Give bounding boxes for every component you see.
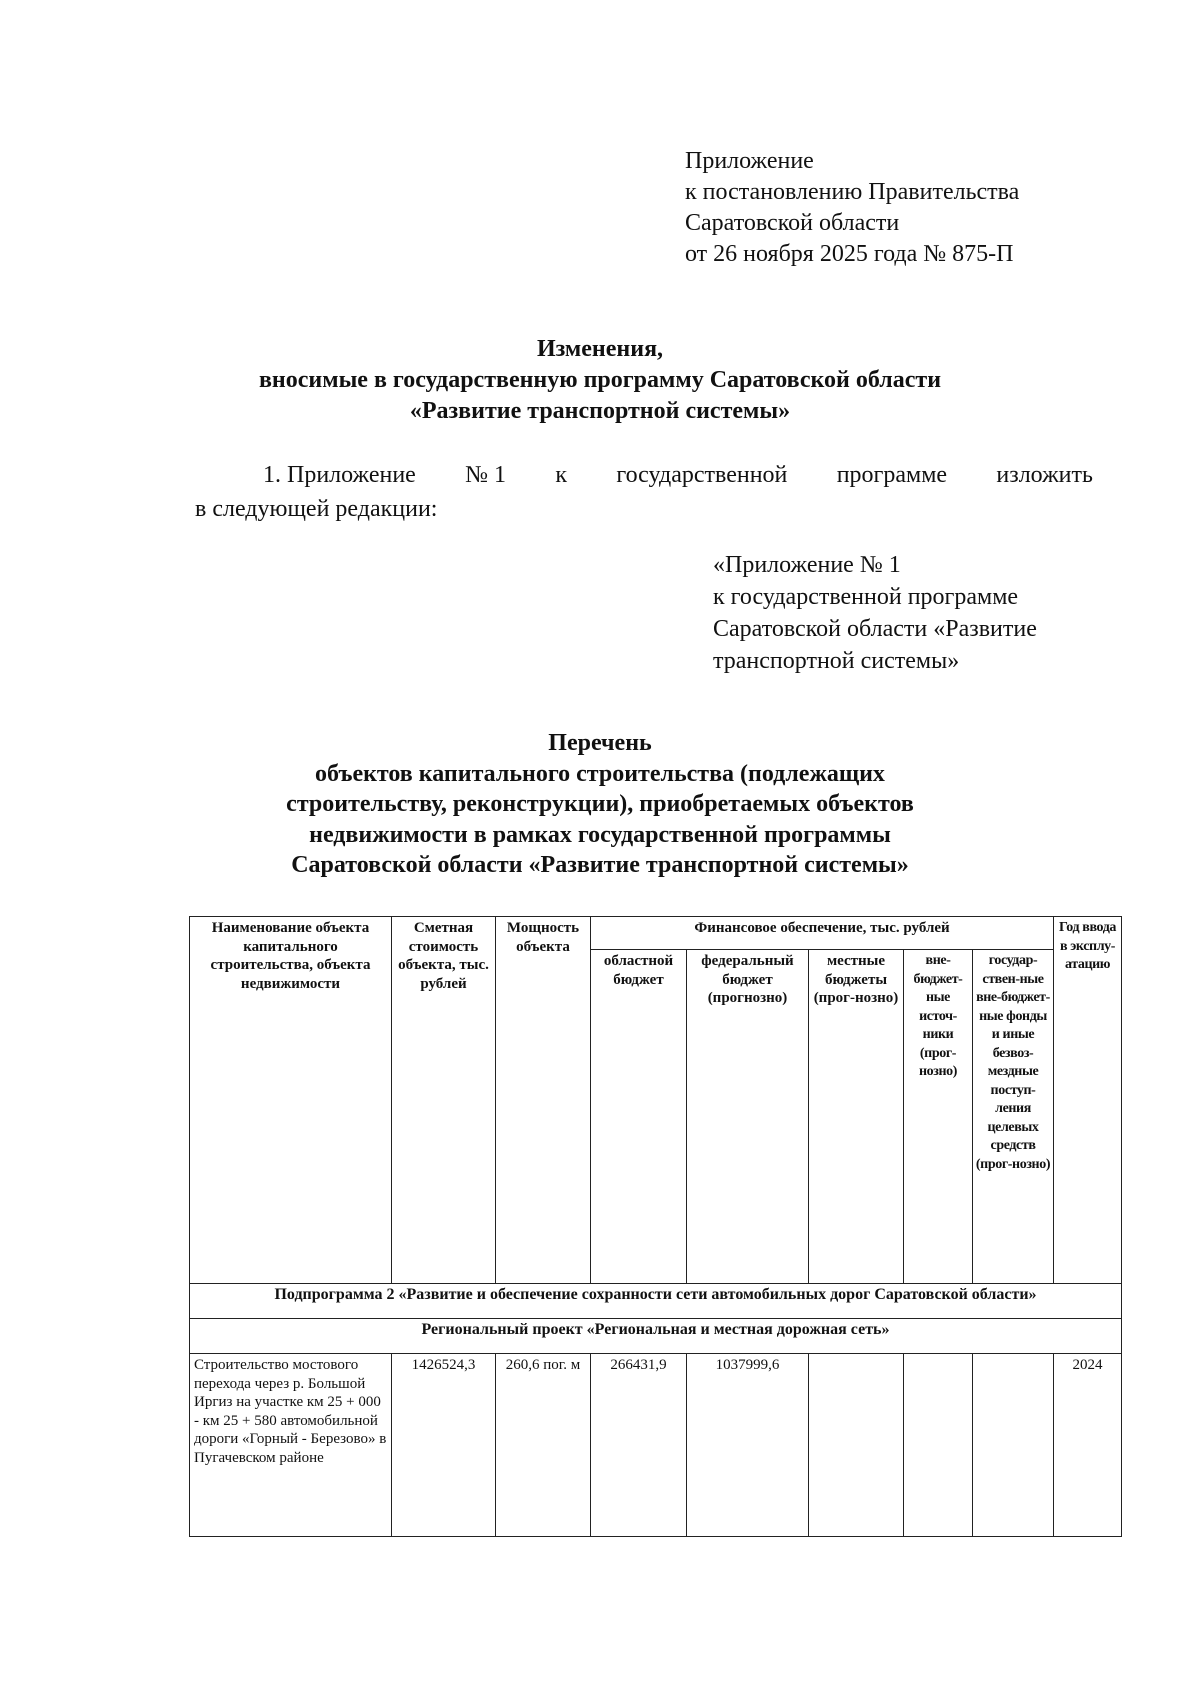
annex-1-line: к государственной программе <box>713 584 1019 610</box>
header-financing: Финансовое обеспечение, тыс. рублей <box>591 917 1054 950</box>
cell-year: 2024 <box>1054 1354 1122 1537</box>
list-title-line: Перечень <box>548 730 652 756</box>
title-line: «Развитие транспортной системы» <box>409 398 791 424</box>
annex-line: к постановлению Правительства <box>685 179 1020 205</box>
title-line: Изменения, <box>536 336 664 362</box>
title-line: вносимые в государственную программу Саратовской области <box>258 367 942 393</box>
paragraph-word: государственной <box>616 462 788 488</box>
list-title-line: недвижимости в рамках государственной программы <box>309 821 891 848</box>
header-capacity: Мощность объекта <box>496 917 591 1284</box>
annex-1-line: Саратовской области «Развитие <box>713 616 1037 642</box>
header-cost: Сметная стоимость объекта, тыс. рублей <box>392 917 496 1284</box>
cell-federal: 1037999,6 <box>687 1354 809 1537</box>
header-offbudget: вне-бюджет-ные источ-ники (прог-нозно) <box>904 950 973 1284</box>
list-title-line: Саратовской области «Развитие транспортной системы» <box>291 852 909 878</box>
list-title-line: строительству, реконструкции), приобретаемых объектов <box>286 791 914 817</box>
header-federal: федеральный бюджет (прогнозно) <box>687 950 809 1284</box>
paragraph-1 <box>195 458 1093 526</box>
annex-1-header <box>713 549 1037 677</box>
annex-line: Приложение <box>685 148 814 174</box>
list-title-line: объектов капитального строительства (подлежащих <box>315 760 885 787</box>
project-row: Региональный проект «Региональная и местная дорожная сеть» <box>190 1319 1122 1354</box>
paragraph-word: 1. Приложение <box>263 462 416 488</box>
list-title <box>100 728 1100 881</box>
cell-regional: 266431,9 <box>591 1354 687 1537</box>
header-local: местные бюджеты (прог-нозно) <box>809 950 904 1284</box>
cell-cost: 1426524,3 <box>392 1354 496 1537</box>
cell-offbudget <box>904 1354 973 1537</box>
annex-1-line: «Приложение № 1 <box>713 552 901 578</box>
cell-state-funds <box>973 1354 1054 1537</box>
subprogram-row: Подпрограмма 2 «Развитие и обеспечение сохранности сети автомобильных дорог Саратовской области» <box>190 1284 1122 1319</box>
paragraph-word: программе <box>836 462 948 488</box>
paragraph-word: изложить <box>996 462 1093 488</box>
cell-capacity: 260,6 пог. м <box>496 1354 591 1537</box>
paragraph-word: № 1 <box>465 462 507 488</box>
header-year: Год ввода в эксплу-атацию <box>1054 917 1122 1284</box>
paragraph-line-1 <box>195 458 1093 492</box>
table-row <box>190 1354 1122 1537</box>
annex-1-line: транспортной системы» <box>713 648 960 674</box>
header-state-funds: государ-ствен-ные вне-бюджет-ные фонды и иные безвоз-мездные поступ-ления целевых средств (прог-нозно) <box>973 950 1054 1284</box>
paragraph-line-2: в следующей редакции: <box>195 496 438 522</box>
header-regional: областной бюджет <box>591 950 687 1284</box>
paragraph-word: к <box>555 462 568 488</box>
document-title <box>100 334 1100 427</box>
header-name: Наименование объекта капитального строительства, объекта недвижимости <box>190 917 392 1284</box>
cell-name: Строительство мостового перехода через р. Большой Иргиз на участке км 25 + 000 - км 25 + 580 автомобильной дороги «Горный - Березово» в Пугачевском районе <box>190 1354 392 1537</box>
objects-table <box>189 916 1122 1537</box>
cell-local <box>809 1354 904 1537</box>
annex-header <box>685 146 1019 270</box>
annex-line: Саратовской области <box>685 210 900 236</box>
annex-line: от 26 ноября 2025 года № 875-П <box>685 241 1014 267</box>
